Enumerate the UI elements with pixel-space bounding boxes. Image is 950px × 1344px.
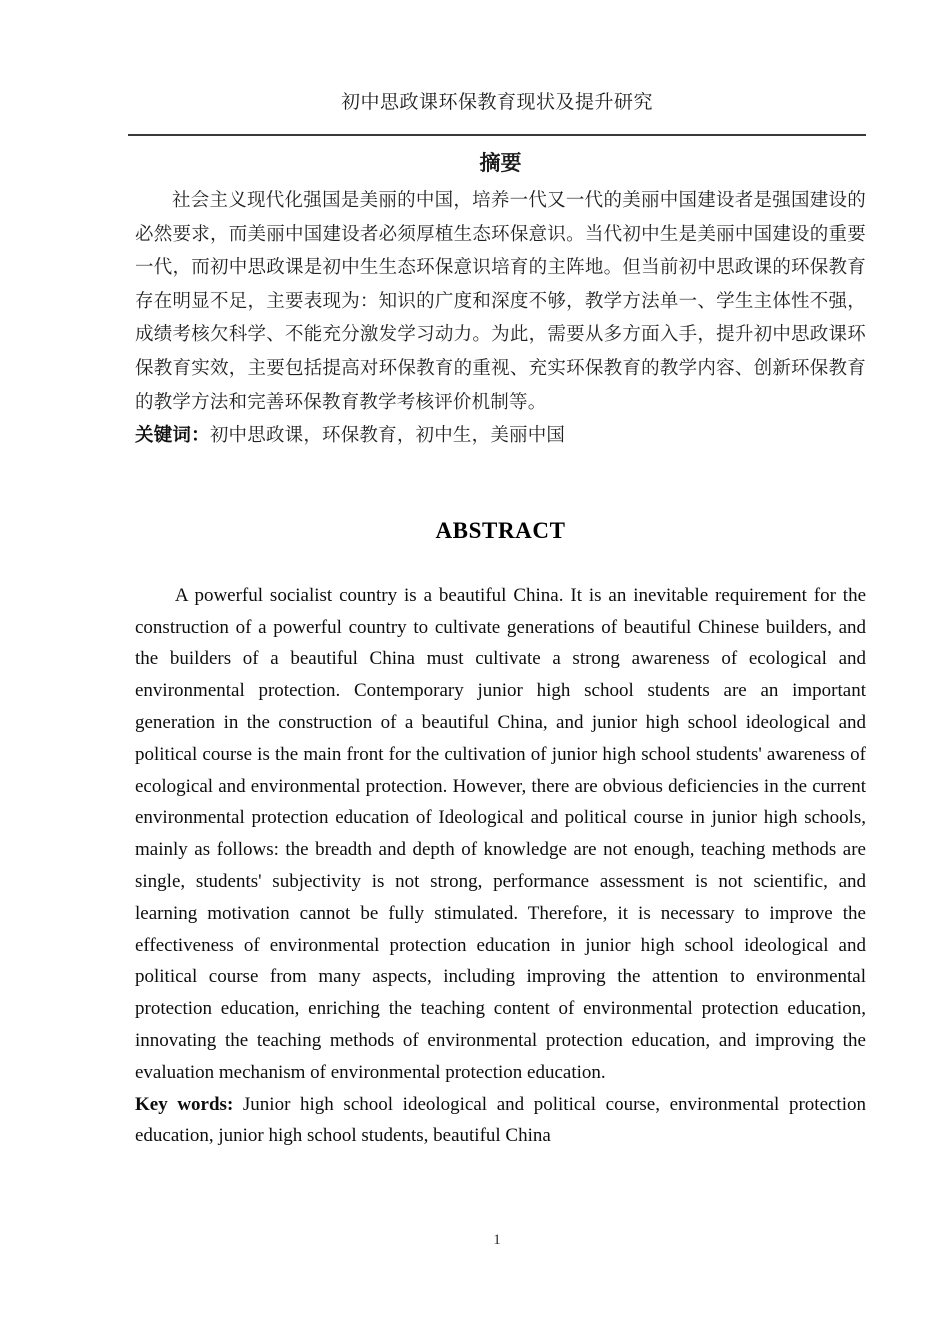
running-header-title: 初中思政课环保教育现状及提升研究	[340, 91, 653, 113]
header-divider-rule	[128, 134, 866, 136]
chinese-keywords-value: 初中思政课，环保教育，初中生，美丽中国	[209, 425, 566, 447]
abstract-content-column	[135, 146, 866, 1152]
english-abstract-body: A powerful socialist country is a beautiful China. It is an inevitable requirement for the construction of a powerful country to cultivate generations of beautiful Chinese builders, and the builders of a beautiful China must cultivate a strong awareness of ecological and environmental protection. Contemporary junior high school students are an important generation in the construction of a beautiful China, and junior high school ideological and political course is the main front for the cultivation of junior high school students' awareness of ecological and environmental protection. However, there are obvious deficiencies in the current environmental protection education of Ideological and political course in junior high schools, mainly as follows: the breadth and depth of knowledge are not enough, teaching methods are single, students' subjectivity is not strong, performance assessment is not scientific, and learning motivation cannot be fully stimulated. Therefore, it is necessary to improve the effectiveness of environmental protection education in junior high school ideological and political course from many aspects, including improving the attention to environmental protection education, enriching the teaching content of environmental protection education, innovating the teaching methods of environmental protection education, and improving the evaluation mechanism of environmental protection education.	[135, 584, 866, 1083]
footer-page-number: 1	[493, 1232, 501, 1248]
english-abstract-section	[135, 515, 866, 1152]
english-abstract-heading: ABSTRACT	[435, 517, 566, 543]
chinese-abstract-heading: 摘要	[479, 151, 522, 175]
chinese-abstract-section	[135, 146, 866, 453]
chinese-keywords-label: 关键词：	[135, 425, 210, 447]
english-keywords-label: Key words:	[135, 1093, 234, 1115]
chinese-abstract-body: 社会主义现代化强国是美丽的中国，培养一代又一代的美丽中国建设者是强国建设的必然要求，而美丽中国建设者必须厚植生态环保意识。当代初中生是美丽中国建设的重要一代，而初中思政课是初中生生态环保意识培育的主阵地。但当前初中思政课的环保教育存在明显不足，主要表现为：知识的广度和深度不够，教学方法单一、学生主体性不强，成绩考核欠科学、不能充分激发学习动力。为此，需要从多方面入手，提升初中思政课环保教育实效，主要包括提高对环保教育的重视、充实环保教育的教学内容、创新环保教育的教学方法和完善环保教育教学考核评价机制等。	[135, 190, 866, 413]
english-keywords-value: Junior high school ideological and political course, environmental protection education, junior high school students, beautiful China	[135, 1093, 866, 1147]
english-keywords-line	[135, 1089, 866, 1153]
chinese-keywords-line	[135, 419, 866, 453]
